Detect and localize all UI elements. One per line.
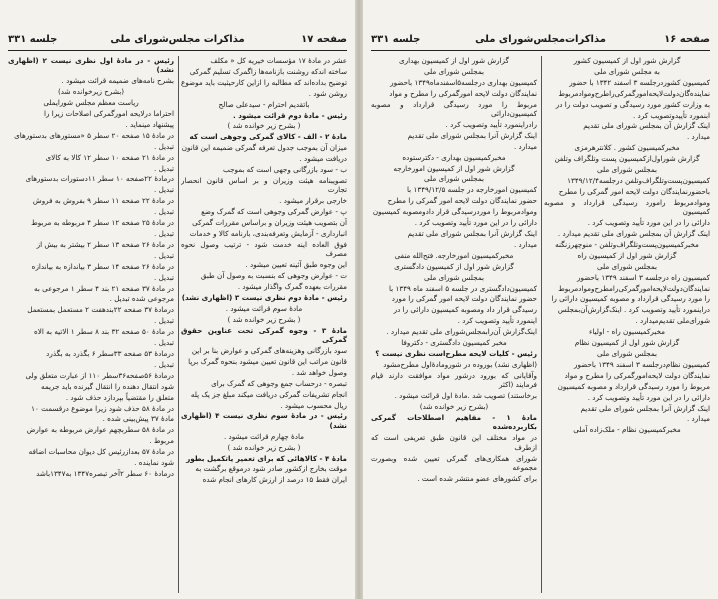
running-title: مذاکرات‌مجلس‌شورای ملی: [475, 34, 606, 45]
text-line: گزارش شور اول از کمیسیون کشور: [573, 56, 681, 65]
text-line: رئیس - در مادهٔ سوم نظری نیست ۴ (اظهاری نشد): [181, 411, 347, 430]
text-line: کمیسیون نظام‌درجلسه ۳ اسفند ۱۳۴۹ باحضور: [573, 359, 710, 369]
text-line: حضور نمایندگان دولت لایحه امور گمرکی را مورد: [391, 294, 537, 304]
page-number: صفحه ۱۷: [301, 34, 347, 45]
text-line: تبدیل .: [154, 250, 174, 260]
text-line: باتقدیم احترام - سیدعلی صالح: [218, 99, 310, 109]
text-line: درمادهٔ ۵۶صفحه۳۶سطر ۱۱۰ از عبارت متعلق ولی: [25, 370, 174, 380]
text-line: توضیح بداده‌اند که مطالبه را ازاین کارحیثیت باید موضوع: [181, 77, 347, 87]
text-line: درمادهٔ ۶۰ سطر ۲آخر تبصره۱۳۴۷ به۱۳۴۷باشد: [36, 468, 174, 478]
text-line: در مادهٔ ۲۱ صفحه ۱۰ سطر ۱۲ کالا به کالای: [45, 152, 174, 162]
text-line: مادهٔ ۱ - مفاهیم اصطلاحات گمرکی بکاربرده‌شده: [371, 412, 537, 432]
text-line: را مورد رسیدگی قرارداد و مصوبه کمیسیون دارائی را: [551, 294, 710, 304]
text-line: در مادهٔ ۲۵ صفحه ۱۲ سطر ۴ مربوطه به مربوط: [31, 218, 174, 228]
text-line: کمیسیون‌پست‌وتلگراف‌وتلفن درجلسه۱۳۴۹/۱۲/۴: [567, 175, 710, 185]
text-line: به وزارت کشور مورد رسیدگی و تصویب دولت را در: [555, 99, 710, 109]
text-line: اینک گزارش آن بمجلس شورای ملی تقدیم: [583, 121, 710, 131]
text-line: سود بازرگانی وهزینه‌های گمرکی و عوارض بنا بر این: [191, 345, 347, 355]
text-line: (بشرح زیرخوانده شد): [57, 87, 125, 97]
page-header: [8, 34, 347, 51]
text-line: کمیسیون کشوردرجلسه ۳ اسفند ۱۳۴۲ با حضور: [569, 77, 710, 87]
text-line: بمجلس شورای ملی: [424, 174, 484, 184]
text-line: انبارداری - آزمایش وتعرفه‌بندی، بارنامه کالا و خدمات: [189, 229, 347, 238]
text-line: در مادهٔ ۵۷ بعدازرئیس کل دیوان محاسبات اضافه: [28, 447, 174, 457]
column-left: [371, 56, 537, 593]
text-line: رادراینمورد تأیید وتصویب کرد .: [445, 119, 537, 129]
text-line: انجام تشریفات گمرکی دریافت میکند مبلغ جز یک پله: [190, 389, 347, 399]
text-line: کمیسیون راه درجلسه ۳ اسفند ۱۳۴۹ باحضور: [576, 272, 710, 282]
text-line: گزارش شور اول از کمیسیون امورخارجه: [393, 163, 515, 173]
text-line: وصول خواهد شد .: [291, 367, 347, 377]
text-line: مخبرکمیسیون نظام - ملک‌زاده آملی: [573, 425, 681, 435]
text-line: مادهٔ ۳۷ پیش‌بینی شده .: [102, 414, 174, 424]
text-line: ( بشرح زیر خوانده شد ): [227, 314, 301, 324]
text-line: درمادهٔ ۳۷ صفحه ۲۲بندهفت ۲ مستعمل بمستعمل: [27, 305, 174, 315]
text-line: قانون مراتب این قانون تعیین میشود بنحوه گمرک برپا: [188, 356, 347, 366]
text-line: نمایندگان‌دولت‌لایحه‌امورگمرکی‌رامطرح‌ومواد‌مربوط: [558, 283, 710, 293]
text-line: مخبرکمیسیون راه - اولیاء: [588, 327, 666, 337]
text-line: ت - عوارض وجوهی که بنسبت به وصول آن طبق: [200, 271, 347, 281]
text-line: تبدیل .: [154, 141, 174, 151]
text-line: نماینده‌گان‌دولت‌لایحه‌امورگمرکی‌راطرح‌وموادمربوط: [558, 88, 710, 98]
text-line: پیشنهاد مینماید .: [125, 119, 174, 129]
text-line: مخبر کمیسیون دادگستری - دکتروفا: [401, 338, 507, 348]
text-line: برای کشورهای عضو منتشر شده است .: [417, 473, 537, 483]
text-line: در مادهٔ ۱۵ صفحه ۲۰ سطر ۵ «مستورهای بدستورهای: [14, 130, 174, 140]
column-divider: [541, 56, 542, 593]
running-title: مذاکرات مجلس‌شورای ملی: [110, 34, 245, 45]
text-line: مربوط .: [149, 436, 174, 446]
text-line: مادهٔ سوم قرائت میشود .: [225, 303, 303, 313]
text-line: رئیس - در مادهٔ اول نظری نیست ۲ (اظهاری نشد): [8, 56, 174, 75]
text-line: این وجوه طبق آئینه تعیین میشود .: [245, 260, 347, 270]
text-line: ریال محسوب میشود .: [280, 400, 347, 410]
text-line: میدارد .: [686, 132, 710, 142]
text-line: مخبرکمیسیون کشور . کلانترهرمزی: [574, 143, 680, 153]
text-line: مربوط را مورد رسیدگی قرارداد و مصوبه کمیسیون: [557, 381, 710, 391]
text-line: مرجوعی شده تبدیل .: [109, 294, 174, 304]
text-line: مخبرکمیسیون امورخارجه. فتح‌الله منفی: [394, 250, 514, 260]
text-line: وموادمربوط رامورد رسیدگی قرارداد و مصوبه کمیسیون: [544, 197, 710, 217]
text-line: وآقایانی که بورود درشور مواد موافقت دارند قیام فرمایند (اکثر: [371, 370, 537, 390]
text-line: ( بشرح زیر خوانده شد ): [227, 121, 301, 131]
text-line: مخبرکمیسیون‌پست‌وتلگراف‌وتلفن - منوچهرزنگنه: [555, 239, 699, 249]
text-line: رئیس - مادهٔ دوم نظری نیست ۳ (اظهاری نشد): [181, 292, 347, 302]
column-left: [8, 56, 174, 593]
text-line: ( بشرح زیر خوانده شد ): [227, 442, 301, 452]
session-number: جلسه ۳۳۱: [371, 34, 421, 45]
text-line: اینک گزارش آنرا بمجلس شورای ملی تقدیم: [407, 229, 537, 238]
text-line: ساخته اندکه روشنت بازنامه‌ها زاگمرک تسلیم گمرکی: [189, 66, 347, 76]
text-line: در مادهٔ ۲۶ صفحه ۱۴ سطر ۳ بیاندازه به بیاندازه: [31, 261, 174, 271]
text-line: دریافت میشود .: [299, 154, 347, 164]
text-line: تصویبنامه هیئت وزیران و بر اساس قانون انحصار تجارت: [181, 175, 347, 195]
text-line: میدارد .: [513, 239, 537, 249]
text-line: در مادهٔ ۵۸ سطربچهم عوارض مربوطه به عوارض: [26, 425, 174, 435]
text-line: میدارد .: [513, 141, 537, 151]
text-line: میزان آن بموجب جدول تعرفه گمرکی ضمیمه این قانون: [181, 143, 347, 153]
text-line: بشرح نامه‌های ضمیمه قرائت میشود .: [61, 76, 174, 86]
text-line: مادهٔ ۲ - الف - کالای گمرکی وجوهی است که: [189, 132, 347, 142]
text-line: تبدیل .: [154, 163, 174, 173]
text-line: مربوط را مورد رسیدگی قرارداد و مصوبه کمیسیون‌دارائی: [371, 99, 537, 119]
session-number: جلسه ۳۳۱: [8, 34, 58, 45]
text-line: نمایندگان دولت لایحه‌امورگمرکی را مطرح و مواد: [564, 370, 710, 380]
column-divider: [178, 56, 179, 593]
text-line: شود انتقال دهنده را انتقال گیرنده باید جریمه: [40, 381, 174, 391]
text-line: بمجلس شورای ملی: [597, 261, 657, 271]
text-columns: [371, 56, 710, 593]
text-line: ابنمورد تأییدوتصویب کرد .: [632, 110, 710, 120]
text-line: تبدیل .: [154, 185, 174, 195]
text-line: متعلق را مقتضیاً بپردازد حذف شود .: [65, 392, 174, 402]
text-line: درمادهٔ ۵۳ صفحه ۳۳سطر ۶ بگذرد به بگذرد: [46, 348, 174, 358]
text-line: نمایندگان دولت لایحه امورگمرکی را مطرح و مواد: [389, 88, 537, 98]
text-line: درمادهٔ ۲۲صفحه ۱۰ سطر ۱۱دستورات بدستورهای: [25, 174, 174, 184]
column-right: [181, 56, 347, 593]
text-line: عشر در مادهٔ ۱۷ مؤسسات خیریه کل « مکلف: [210, 56, 347, 65]
text-line: مادهٔ ۳ - وجوه گمرکی تحت عناوین حقوق گمرکی: [181, 325, 347, 345]
text-line: دراینمورد تأیید وتصویب کرد . اینک‌گزارش‌آن‌بمجلس: [557, 305, 710, 315]
text-line: بمجلس شورای ملی: [424, 66, 484, 76]
text-line: رسیدگی قرار داد ومصوبه کمیسیون دارائی را در: [393, 305, 537, 315]
text-line: حضور نمایندگان دولت لایحه امور گمرکی را مطرح: [387, 196, 537, 206]
text-line: مخبرکمیسیون بهداری - دکترستوده: [402, 152, 506, 162]
text-line: تبدیل .: [154, 359, 174, 369]
text-line: خارجی برقرار میشود .: [279, 196, 347, 206]
text-line: رئیس - مادهٔ دوم قرائت میشود .: [232, 110, 347, 120]
text-line: اینک‌گزارش آن‌رابمجلس‌شورای ملی تقدیم میدارد .: [386, 327, 537, 337]
text-columns: [8, 56, 347, 593]
text-line: گزارش شور اول از کمیسیون بهداری: [399, 56, 509, 65]
text-line: اینک گزارش آنرا بمجلس شورای ملی تقدیم: [580, 403, 710, 413]
text-line: در مادهٔ ۲۶ صفحه ۱۳ سطر ۲ بیشتر به بیش از: [36, 239, 174, 249]
text-line: رئیس - کلیات لایحه مطرح‌است نظری نیست ؟: [375, 348, 537, 358]
text-line: آن بتصویب هیئت وزیران و براساس مقررات گمرکی: [192, 218, 347, 228]
book-gutter: [355, 0, 363, 599]
page-number: صفحه ۱۶: [664, 34, 710, 45]
text-line: کمیسیون‌دادگستری در جلسه ۵ اسفند ماه ۱۳۴۹ با: [388, 283, 537, 293]
text-line: اینمورد تأیید وتصویب کرد .: [457, 316, 537, 326]
text-line: فوق العاده اینه خدمت شود - ترتیب وصول نحوه مصرف: [181, 239, 347, 259]
text-line: در مواد مختلف این قانون طبق تعریفی است که ازطرف: [371, 433, 537, 452]
text-line: گزارش شور اول از کمیسیون راه: [577, 250, 677, 260]
text-line: دارائی را در این مورد تأیید وتصویب کرد .: [587, 218, 710, 228]
text-line: باحضورنمایندگان دولت لایحه امور گمرکی را مطرح: [558, 186, 710, 196]
text-line: گزارش شور اول از کمیسیون دادگستری: [394, 261, 514, 271]
text-line: اینک گزارش آنرا بمجلس شورای ملی تقدیم: [407, 130, 537, 140]
text-line: وموادمربوط را موردرسیدگی قرار دادومصوبه کمیسیون: [372, 207, 537, 217]
text-line: مادهٔ چهارم قرائت میشود .: [223, 431, 305, 441]
text-line: ریاست معظم مجلس شورایملی: [43, 98, 139, 108]
text-line: ایران فقط ۱۵ درصد از ارزش کارهای انجام شده: [202, 475, 347, 485]
text-line: مادهٔ ۴ - کالاهائی که برای تعمیر یاتکمیل بطور: [186, 453, 347, 463]
text-line: دارائی را در این مورد تأیید وتصویب کرد .: [414, 218, 537, 228]
text-line: تبصره - درحساب جمع وجوهی که گمرک برای: [211, 378, 347, 388]
text-line: تبدیل .: [154, 229, 174, 238]
left-page: [0, 0, 355, 599]
text-line: مقررات بعهده گمرک واگذار میشود .: [237, 282, 347, 292]
text-line: روشن شود .: [308, 88, 347, 98]
text-line: شورای‌ملی تقدیم‌میدارد .: [635, 316, 710, 326]
text-line: (اظهاری نشد) بوروده در شورومادهٔ‌اول مطرح‌مشود: [383, 359, 537, 369]
text-line: در مادهٔ ۳۷ صفحه ۲۱ بند ۴ سطر ۱ مرجوعی به: [34, 283, 174, 293]
column-right: [544, 56, 710, 593]
text-line: برخاستند) تصویب شد .مادهٔ اول قرائت میشود .: [394, 391, 537, 401]
text-line: میدارد .: [686, 414, 710, 424]
text-line: کمیسیون بهداری درجلسه۵اسفندماه۱۳۴۹ باحضور: [390, 77, 537, 87]
text-line: بمجلس شورای ملی: [597, 348, 657, 358]
text-line: کمیسیون امورخارجه در جلسه ۱۳۴۹/۱۲/۵ با: [406, 185, 537, 195]
text-line: در مادهٔ ۵۸ حذف شود زیرا موضوع درقسمت ۱۰: [31, 403, 174, 413]
text-line: موقت بخارج ازکشور صادر شود درموقع برگشت به: [195, 464, 347, 474]
text-line: بمجلس شورای ملی: [424, 272, 484, 282]
text-line: گزارش شور اول از کمیسیون نظام: [574, 338, 680, 348]
text-line: تبدیل .: [154, 316, 174, 326]
text-line: پ - عوارض گمرکی وجوهی است که گمرک وضع: [201, 207, 347, 217]
text-line: اینک گزارش آن بمجلس شورای ملی تقدیم میدارد .: [557, 229, 710, 238]
text-line: در مادهٔ ۵۰ صفحه ۳۲ بند ۸ سطر ۱ الاتیه به الاه: [34, 327, 174, 337]
text-line: ب - سود بازرگانی وجهی است که بموجب: [223, 165, 347, 175]
text-line: در مادهٔ ۲۲ صفحه ۱۱ سطر ۹ بفروش به فروش: [32, 196, 174, 206]
text-line: تبدیل .: [154, 338, 174, 348]
right-page: [363, 0, 718, 599]
text-line: گزارش شوراول‌ازکمیسیون پست وتلگراف وتلفن: [554, 154, 700, 164]
text-line: بمجلس شورای ملی: [597, 165, 657, 175]
text-line: تبدیل .: [154, 207, 174, 217]
page-header: [371, 34, 710, 51]
text-line: دارائی را در این مورد تأیید وتصویب کرد .: [587, 392, 710, 402]
text-line: احتراما درلایحه امورگمرکی اصلاحات زیرا را: [44, 109, 174, 119]
text-line: شورای همکاری‌های گمرکی تعیین شده وبصورت مجموعه: [371, 453, 537, 472]
text-line: شود نماینده .: [134, 458, 174, 468]
text-line: به مجلس شورای ملی: [594, 66, 660, 76]
text-line: (بشرح زیر خوانده شد): [419, 402, 489, 411]
text-line: تبدیل .: [154, 272, 174, 282]
